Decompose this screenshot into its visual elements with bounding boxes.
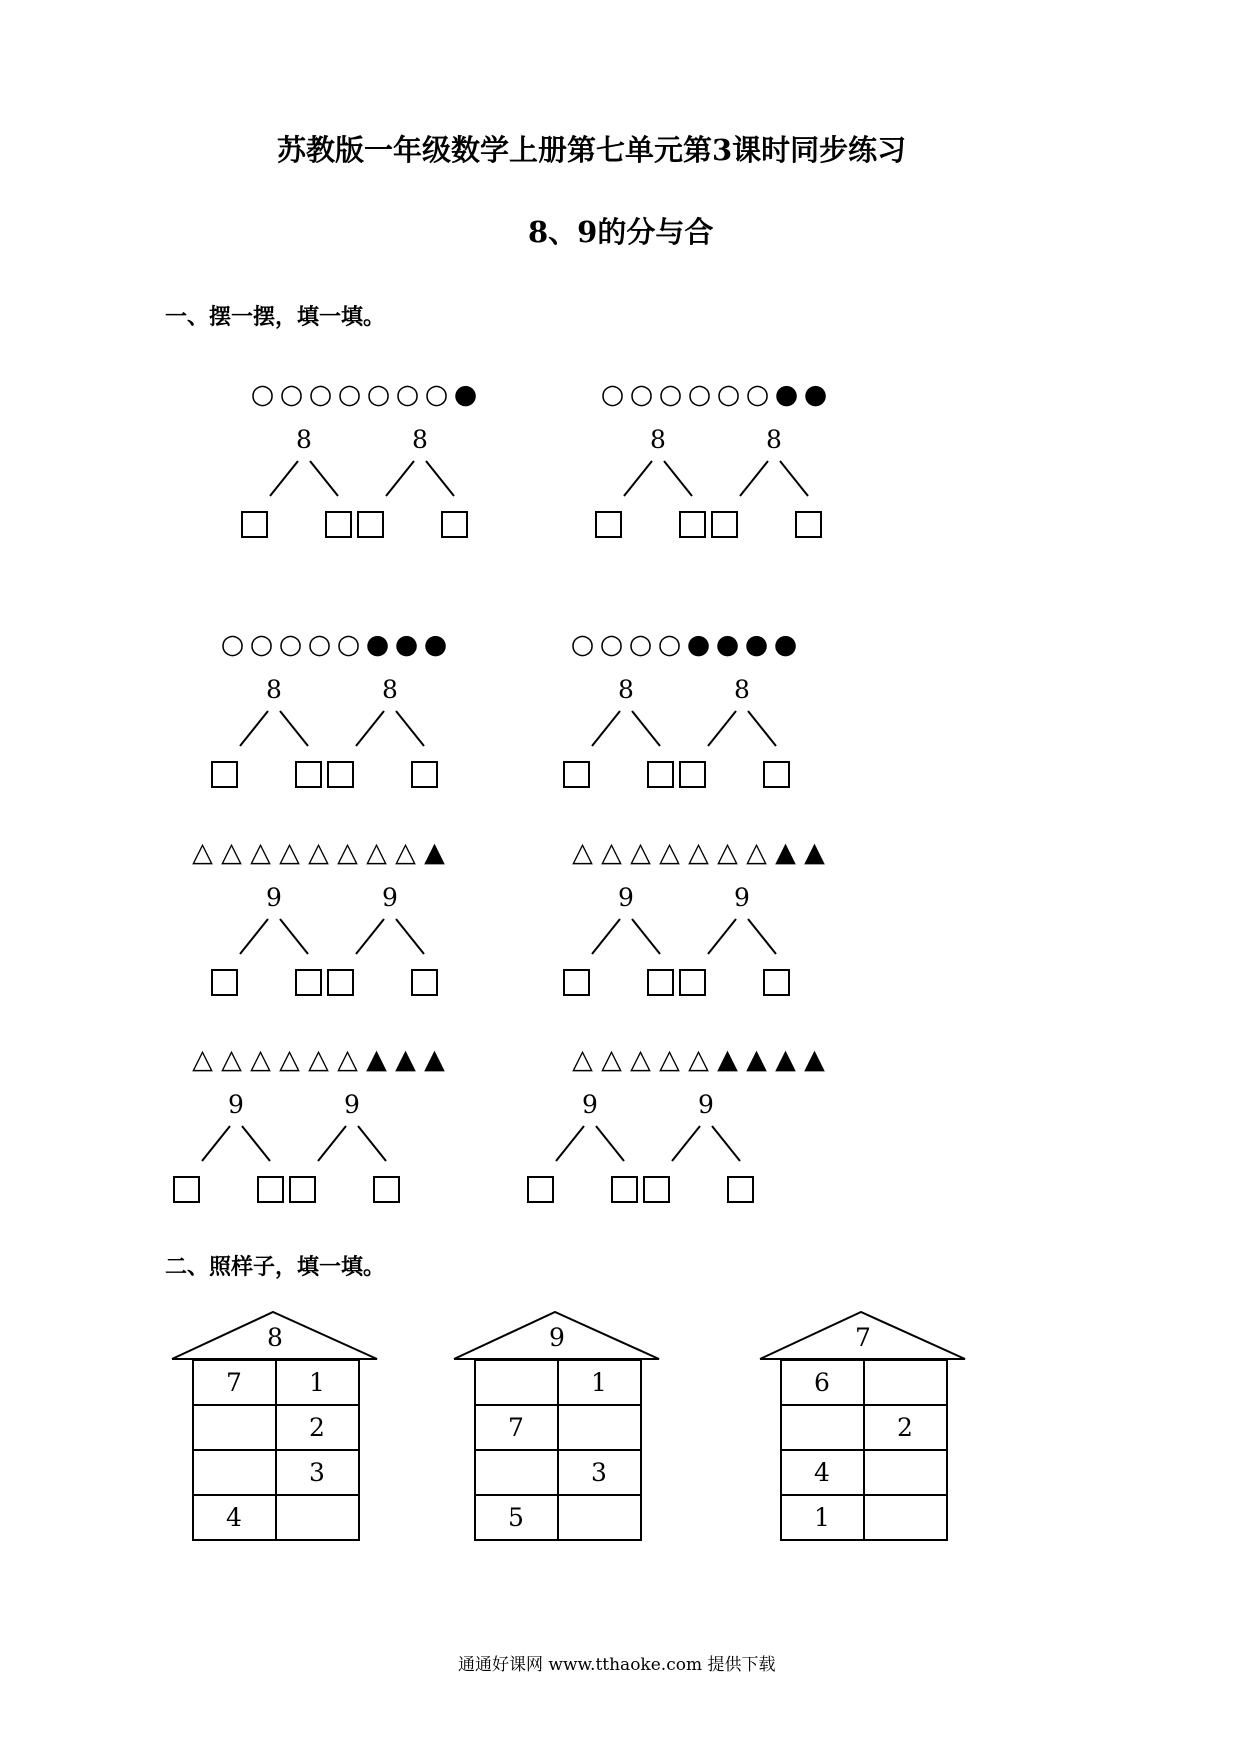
empty-triangle-icon: △ (746, 837, 767, 868)
page-footer: 通通好课网 www.tthaoke.com 提供下载 (458, 1655, 776, 1675)
house-total: 8 (267, 1323, 283, 1352)
empty-triangle-icon: △ (659, 1044, 680, 1075)
empty-circle-icon: ○ (599, 629, 624, 660)
answer-box-right[interactable] (764, 762, 789, 787)
shape-row (188, 838, 449, 868)
empty-circle-icon: ○ (307, 629, 332, 660)
empty-circle-icon: ○ (278, 629, 303, 660)
shape-row (218, 630, 450, 660)
answer-box-left[interactable] (328, 970, 353, 995)
empty-circle-icon: ○ (308, 379, 333, 410)
empty-triangle-icon: △ (630, 1044, 651, 1075)
section2-heading: 二、照样子，填一填。 (165, 1254, 386, 1280)
bond-diagram (678, 675, 868, 805)
shape-row (248, 380, 480, 410)
house-row (781, 1405, 947, 1450)
filled-circle-icon: ● (744, 629, 769, 660)
answer-box-right[interactable] (412, 970, 437, 995)
bond-line-right (426, 461, 454, 496)
answer-box-left[interactable] (680, 762, 705, 787)
filled-circle-icon: ● (773, 629, 798, 660)
filled-circle-icon: ● (715, 629, 740, 660)
filled-circle-icon: ● (686, 629, 711, 660)
filled-circle-icon: ● (453, 379, 478, 410)
answer-box-right[interactable] (728, 1177, 753, 1202)
answer-box-left[interactable] (242, 512, 267, 537)
empty-circle-icon: ○ (657, 629, 682, 660)
filled-triangle-icon: ▲ (366, 1044, 387, 1075)
house-cell-right: 1 (558, 1360, 641, 1405)
empty-triangle-icon: △ (337, 1044, 358, 1075)
answer-box-left[interactable] (564, 970, 589, 995)
house-row (193, 1450, 359, 1495)
empty-triangle-icon: △ (630, 837, 651, 868)
answer-box-right[interactable] (374, 1177, 399, 1202)
house-cell-right: 2 (276, 1405, 359, 1450)
answer-box-left[interactable] (644, 1177, 669, 1202)
number-house (758, 1308, 968, 1553)
number-bond (642, 1090, 832, 1220)
bond-line-left (356, 711, 384, 746)
answer-box-left[interactable] (212, 762, 237, 787)
empty-triangle-icon: △ (250, 1044, 271, 1075)
house-cell-right[interactable] (864, 1495, 947, 1540)
answer-box-right[interactable] (442, 512, 467, 537)
house-total: 7 (855, 1323, 871, 1352)
house-cell-left: 1 (781, 1495, 864, 1540)
bond-line-right (358, 1126, 386, 1161)
bond-line-left (240, 919, 268, 954)
number-bond (356, 425, 546, 555)
filled-circle-icon: ● (365, 629, 390, 660)
empty-circle-icon: ○ (658, 379, 683, 410)
answer-box-left[interactable] (596, 512, 621, 537)
empty-triangle-icon: △ (659, 837, 680, 868)
empty-triangle-icon: △ (688, 1044, 709, 1075)
house-row (193, 1405, 359, 1450)
answer-box-left[interactable] (680, 970, 705, 995)
empty-triangle-icon: △ (572, 837, 593, 868)
answer-box-left[interactable] (212, 970, 237, 995)
number-bond (326, 883, 516, 1013)
house-cell-right[interactable] (864, 1360, 947, 1405)
answer-box-right[interactable] (258, 1177, 283, 1202)
house-row (475, 1450, 641, 1495)
empty-circle-icon: ○ (570, 629, 595, 660)
bond-total: 9 (618, 883, 634, 912)
filled-triangle-icon: ▲ (717, 1044, 738, 1075)
empty-triangle-icon: △ (308, 837, 329, 868)
house-grid (474, 1359, 642, 1541)
empty-triangle-icon: △ (337, 837, 358, 868)
bond-total: 8 (650, 425, 666, 454)
filled-triangle-icon: ▲ (395, 1044, 416, 1075)
shape-row (598, 380, 830, 410)
bond-total: 8 (382, 675, 398, 704)
bond-line-left (592, 711, 620, 746)
filled-triangle-icon: ▲ (424, 837, 445, 868)
bond-line-left (556, 1126, 584, 1161)
bond-line-right (242, 1126, 270, 1161)
house-row (193, 1360, 359, 1405)
bond-line-right (712, 1126, 740, 1161)
filled-triangle-icon: ▲ (775, 1044, 796, 1075)
bond-total: 9 (266, 883, 282, 912)
house-cell-left[interactable] (475, 1360, 558, 1405)
bond-total: 8 (618, 675, 634, 704)
bond-diagram (326, 883, 516, 1013)
bond-line-left (708, 919, 736, 954)
empty-triangle-icon: △ (395, 837, 416, 868)
house-cell-left: 7 (193, 1360, 276, 1405)
house-cell-right: 3 (558, 1450, 641, 1495)
answer-box-left[interactable] (328, 762, 353, 787)
bond-line-right (632, 711, 660, 746)
house-row (475, 1495, 641, 1540)
bond-diagram (326, 675, 516, 805)
shape-row (568, 630, 800, 660)
house-grid (192, 1359, 360, 1541)
bond-line-right (280, 919, 308, 954)
empty-triangle-icon: △ (688, 837, 709, 868)
empty-circle-icon: ○ (628, 629, 653, 660)
bond-line-left (356, 919, 384, 954)
house-grid (780, 1359, 948, 1541)
bond-diagram (642, 1090, 832, 1220)
empty-circle-icon: ○ (249, 629, 274, 660)
bond-line-left (672, 1126, 700, 1161)
empty-triangle-icon: △ (366, 837, 387, 868)
answer-box-right[interactable] (296, 970, 321, 995)
bond-total: 8 (734, 675, 750, 704)
bond-line-right (280, 711, 308, 746)
shape-row (188, 1045, 449, 1075)
answer-box-right[interactable] (612, 1177, 637, 1202)
worksheet-subtitle: 8、9的分与合 (528, 215, 714, 249)
answer-box-right[interactable] (680, 512, 705, 537)
house-row (475, 1405, 641, 1450)
house-cell-left: 7 (475, 1405, 558, 1450)
house-cell-right: 1 (276, 1360, 359, 1405)
filled-triangle-icon: ▲ (804, 1044, 825, 1075)
answer-box-right[interactable] (764, 970, 789, 995)
empty-circle-icon: ○ (337, 379, 362, 410)
filled-triangle-icon: ▲ (424, 1044, 445, 1075)
house-cell-left[interactable] (193, 1405, 276, 1450)
empty-triangle-icon: △ (279, 1044, 300, 1075)
answer-box-left[interactable] (174, 1177, 199, 1202)
number-bond (326, 675, 516, 805)
house-cell-right: 2 (864, 1405, 947, 1450)
shape-row (568, 1045, 829, 1075)
empty-circle-icon: ○ (745, 379, 770, 410)
bond-total: 9 (344, 1090, 360, 1119)
bond-line-left (240, 711, 268, 746)
bond-line-right (664, 461, 692, 496)
answer-box-left[interactable] (528, 1177, 553, 1202)
filled-triangle-icon: ▲ (746, 1044, 767, 1075)
empty-circle-icon: ○ (395, 379, 420, 410)
answer-box-right[interactable] (796, 512, 821, 537)
bond-total: 8 (266, 675, 282, 704)
filled-circle-icon: ● (774, 379, 799, 410)
empty-circle-icon: ○ (687, 379, 712, 410)
bond-total: 8 (296, 425, 312, 454)
answer-box-right[interactable] (326, 512, 351, 537)
bond-line-right (396, 919, 424, 954)
bond-total: 8 (412, 425, 428, 454)
house-cell-left[interactable] (781, 1405, 864, 1450)
empty-triangle-icon: △ (717, 837, 738, 868)
section1-heading: 一、摆一摆，填一填。 (165, 304, 386, 330)
house-cell-right: 3 (276, 1450, 359, 1495)
bond-line-right (748, 711, 776, 746)
number-bond (678, 883, 868, 1013)
bond-total: 8 (766, 425, 782, 454)
house-cell-left: 4 (781, 1450, 864, 1495)
house-row (193, 1495, 359, 1540)
house-cell-right[interactable] (558, 1495, 641, 1540)
empty-triangle-icon: △ (601, 1044, 622, 1075)
filled-circle-icon: ● (394, 629, 419, 660)
bond-total: 9 (734, 883, 750, 912)
bond-line-right (596, 1126, 624, 1161)
house-cell-left: 6 (781, 1360, 864, 1405)
bond-total: 9 (582, 1090, 598, 1119)
empty-circle-icon: ○ (600, 379, 625, 410)
house-total: 9 (549, 1323, 565, 1352)
bond-line-left (386, 461, 414, 496)
empty-circle-icon: ○ (250, 379, 275, 410)
filled-triangle-icon: ▲ (804, 837, 825, 868)
answer-box-right[interactable] (412, 762, 437, 787)
empty-triangle-icon: △ (192, 837, 213, 868)
bond-line-left (624, 461, 652, 496)
house-cell-left[interactable] (193, 1450, 276, 1495)
number-bond (678, 675, 868, 805)
empty-circle-icon: ○ (220, 629, 245, 660)
empty-circle-icon: ○ (336, 629, 361, 660)
bond-line-left (318, 1126, 346, 1161)
number-house (170, 1308, 380, 1553)
empty-triangle-icon: △ (221, 1044, 242, 1075)
house-cell-left: 5 (475, 1495, 558, 1540)
bond-line-right (632, 919, 660, 954)
empty-triangle-icon: △ (601, 837, 622, 868)
empty-triangle-icon: △ (250, 837, 271, 868)
empty-triangle-icon: △ (572, 1044, 593, 1075)
house-row (781, 1495, 947, 1540)
number-house (452, 1308, 662, 1553)
answer-box-right[interactable] (296, 762, 321, 787)
bond-line-right (396, 711, 424, 746)
bond-total: 9 (228, 1090, 244, 1119)
number-bond (288, 1090, 478, 1220)
answer-box-left[interactable] (564, 762, 589, 787)
bond-line-left (270, 461, 298, 496)
bond-total: 9 (382, 883, 398, 912)
house-cell-left[interactable] (475, 1450, 558, 1495)
house-cell-right[interactable] (864, 1450, 947, 1495)
bond-line-right (310, 461, 338, 496)
filled-circle-icon: ● (803, 379, 828, 410)
bond-line-left (592, 919, 620, 954)
bond-diagram (356, 425, 546, 555)
answer-box-right[interactable] (648, 762, 673, 787)
filled-triangle-icon: ▲ (775, 837, 796, 868)
bond-line-left (202, 1126, 230, 1161)
answer-box-left[interactable] (290, 1177, 315, 1202)
answer-box-left[interactable] (358, 512, 383, 537)
answer-box-left[interactable] (712, 512, 737, 537)
answer-box-right[interactable] (648, 970, 673, 995)
bond-total: 9 (698, 1090, 714, 1119)
empty-circle-icon: ○ (629, 379, 654, 410)
shape-row (568, 838, 829, 868)
bond-diagram (678, 883, 868, 1013)
bond-line-right (748, 919, 776, 954)
empty-circle-icon: ○ (366, 379, 391, 410)
number-bond (710, 425, 900, 555)
house-row (781, 1360, 947, 1405)
bond-line-right (780, 461, 808, 496)
house-cell-right[interactable] (276, 1495, 359, 1540)
bond-diagram (288, 1090, 478, 1220)
bond-diagram (710, 425, 900, 555)
empty-triangle-icon: △ (192, 1044, 213, 1075)
worksheet-title: 苏教版一年级数学上册第七单元第3课时同步练习 (277, 133, 907, 167)
empty-circle-icon: ○ (716, 379, 741, 410)
empty-circle-icon: ○ (424, 379, 449, 410)
bond-line-left (740, 461, 768, 496)
empty-triangle-icon: △ (308, 1044, 329, 1075)
house-cell-right[interactable] (558, 1405, 641, 1450)
filled-circle-icon: ● (423, 629, 448, 660)
bond-line-left (708, 711, 736, 746)
house-cell-left: 4 (193, 1495, 276, 1540)
empty-circle-icon: ○ (279, 379, 304, 410)
empty-triangle-icon: △ (279, 837, 300, 868)
house-row (475, 1360, 641, 1405)
house-row (781, 1450, 947, 1495)
empty-triangle-icon: △ (221, 837, 242, 868)
